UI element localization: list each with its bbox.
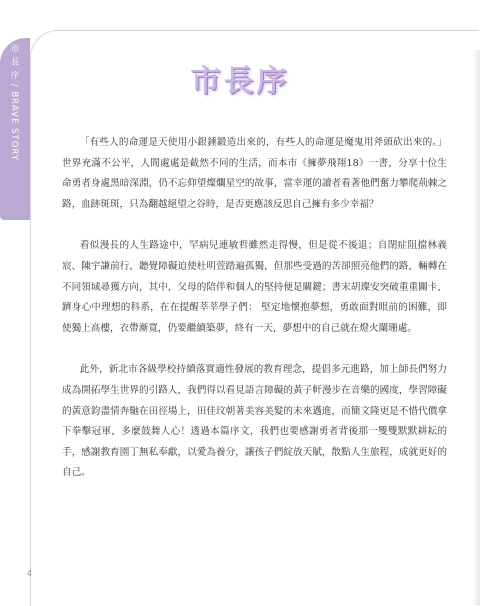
paragraph-1: 「有些人的命運是天使用小銀錘鍛造出來的，有些人的命運是魔鬼用斧頭砍出來的。」世界充滿不公平，人間處處是截然不同的生活，而本市《擁夢飛翔18》一書，分享十位生命勇者身處黑暗深淵，仍不忘仰望燦爛星空的故事，當幸運的讀者看著他們奮力攀爬荊棘之路，血跡斑斑，只為翻越絕望之谷時，是否更應該反思自己擁有多少幸福？: [62, 137, 447, 210]
paragraph-3: 此外，新北市各級學校持續落實適性發展的教育理念，提倡多元進路，加上師長們努力成為開拓學生世界的引路人，我們得以看見語言障礙的黃子軒漫步在音樂的國度，學習障礙的黃意鈞盡情奔馳在田徑場上，田佳玟朝著美容美髮的未來邁進，而簡文隆更是不惜代價拿下拳擊冠軍，多麼鼓舞人心！透過本篇序文，我們也要感謝勇者背後那一雙雙默默耕耘的手，感謝教育園丁無私奉獻，以愛為養分，讓孩子們綻放天賦，散點人生旅程，成就更好的自己。: [62, 364, 447, 479]
body-text: [62, 133, 447, 505]
paragraph-2: 看似漫長的人生路途中，罕病兒連敏哲雖然走得慢，但是從不後退；自閉症阻擋林義宸、陳宇謙前行，聽覺障礙迫使杜明萱踏遍孤獨，但那些受過的苦卻照亮他們的路，輛轉在不同領域尋獲方向，其中，父母的陪伴和個人的堅持便是關鍵；書末胡璨安突破重重關卡，躋身心中理想的科系，在在提醒莘莘學子們： 堅定地懷抱夢想，勇敢面對眼前的困難，即使獨上高樓，衣帶漸寬，仍要繼續築夢，終有一天，夢想中的自己就在燈火闌珊處。: [62, 240, 447, 334]
page-title: 市長序: [190, 64, 290, 99]
page-edge-shadow: [472, 50, 480, 605]
side-tab-label: 市 長 序 / BRAVE STORY: [10, 44, 20, 162]
page-number: 4: [27, 569, 32, 578]
